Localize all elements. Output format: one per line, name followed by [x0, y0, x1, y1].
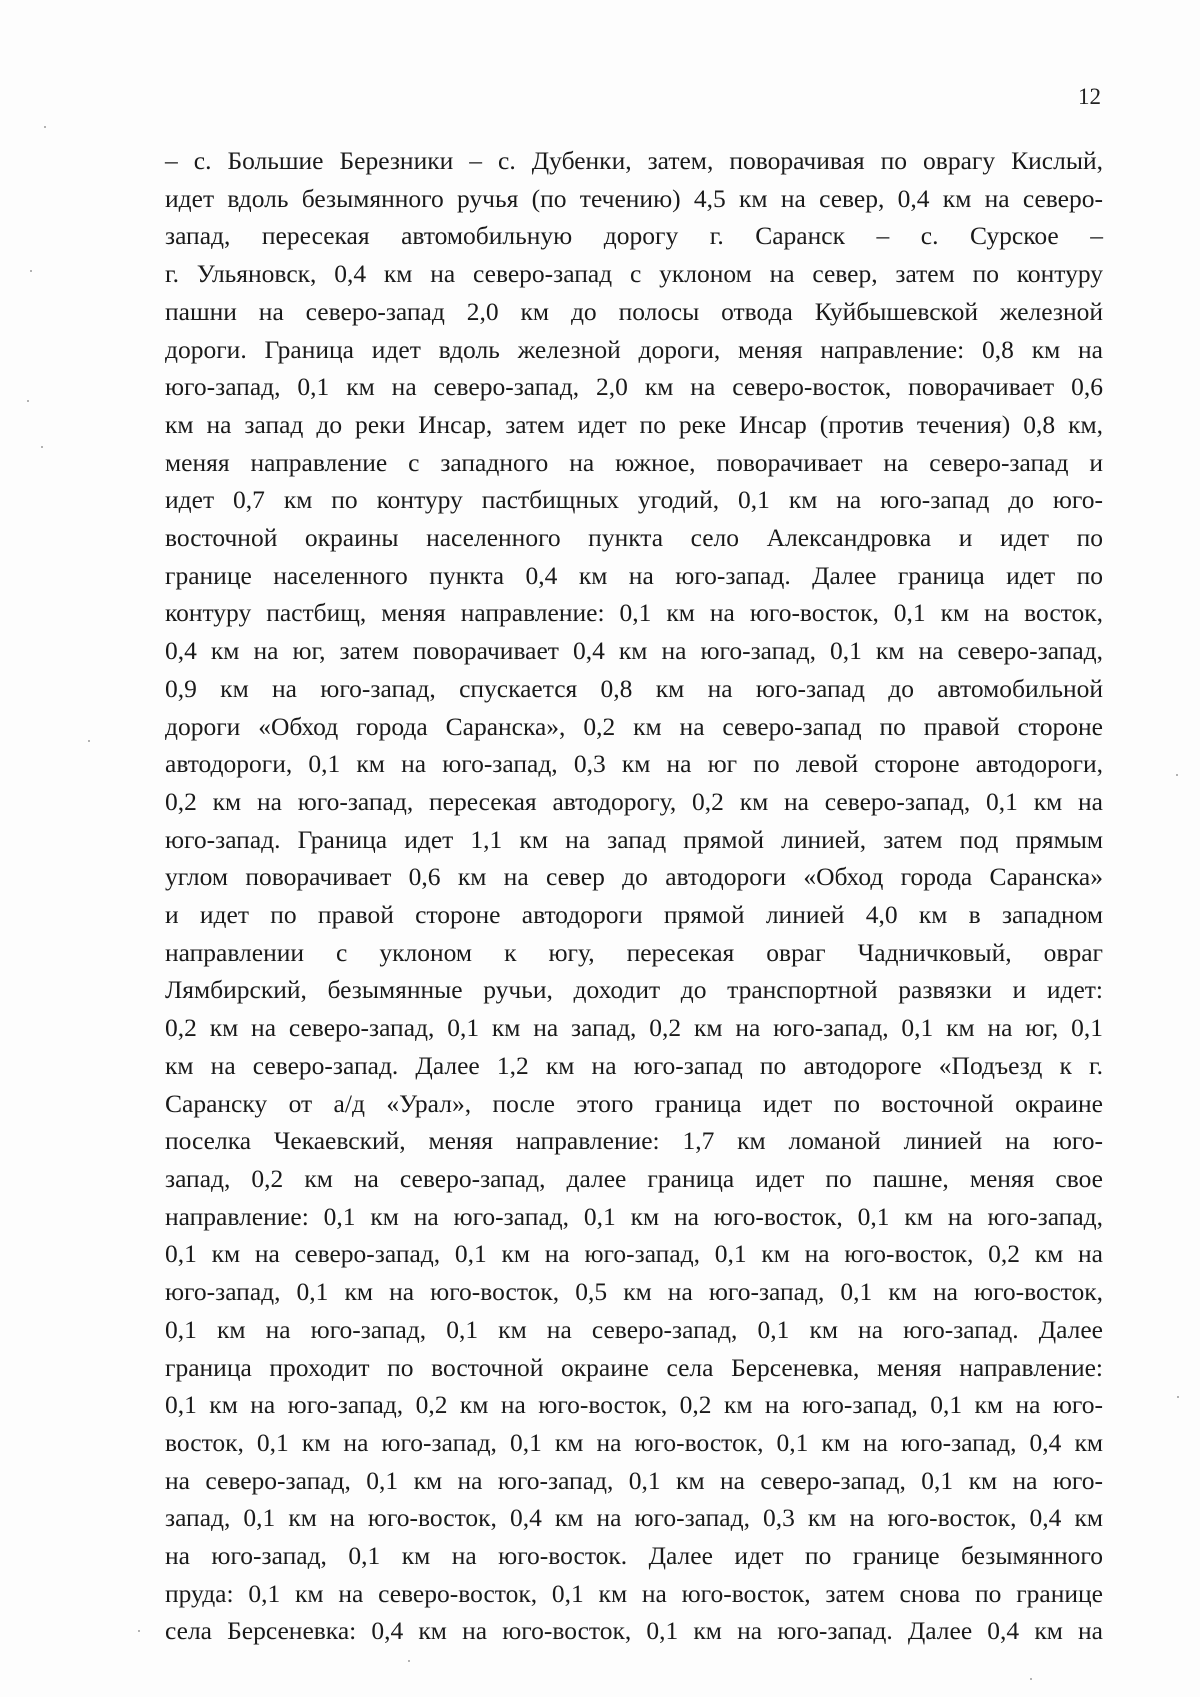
text-line: идет вдоль безымянного ручья (по течению) 4,5 км на север, 0,4 км на северо- — [165, 183, 1103, 213]
text-line: направлении с уклоном к югу, пересекая овраг Чадничковый, овраг — [165, 937, 1103, 967]
text-line: границе населенного пункта 0,4 км на юго-запад. Далее граница идет по — [165, 560, 1103, 590]
text-line: запад, пересекая автомобильную дорогу г. Саранск – с. Сурское – — [165, 221, 1103, 251]
text-line: поселка Чекаевский, меняя направление: 1,7 км ломаной линией на юго- — [165, 1126, 1103, 1156]
scan-speck — [88, 740, 90, 742]
scan-speck — [30, 270, 32, 272]
text-line: на юго-запад, 0,1 км на юго-восток. Далее идет по границе безымянного — [165, 1541, 1103, 1571]
text-line: направление: 0,1 км на юго-запад, 0,1 км на юго-восток, 0,1 км на юго-запад, — [165, 1201, 1103, 1231]
text-line: дороги. Граница идет вдоль железной дороги, меняя направление: 0,8 км на — [165, 334, 1103, 364]
body-paragraph — [165, 142, 1103, 1650]
text-line: км на запад до реки Инсар, затем идет по реке Инсар (против течения) 0,8 км, — [165, 409, 1103, 439]
text-line: идет 0,7 км по контуру пастбищных угодий, 0,1 км на юго-запад до юго- — [165, 485, 1103, 515]
scan-speck — [1176, 774, 1178, 776]
text-line: восточной окраины населенного пункта село Александровка и идет по — [165, 523, 1103, 553]
text-line: 0,9 км на юго-запад, спускается 0,8 км на юго-запад до автомобильной — [165, 673, 1103, 703]
scan-speck — [1177, 1396, 1179, 1398]
text-line: 0,1 км на северо-запад, 0,1 км на юго-запад, 0,1 км на юго-восток, 0,2 км на — [165, 1239, 1103, 1269]
text-line: пруда: 0,1 км на северо-восток, 0,1 км на юго-восток, затем снова по границе — [165, 1578, 1103, 1608]
text-line: запад, 0,2 км на северо-запад, далее граница идет по пашне, меняя свое — [165, 1163, 1103, 1193]
text-line: – с. Большие Березники – с. Дубенки, затем, поворачивая по оврагу Кислый, — [165, 146, 1103, 175]
scan-speck — [41, 446, 43, 448]
text-line: меняя направление с западного на южное, поворачивает на северо-запад и — [165, 447, 1103, 477]
text-line: юго-запад, 0,1 км на юго-восток, 0,5 км на юго-запад, 0,1 км на юго-восток, — [165, 1277, 1103, 1307]
text-line: 0,4 км на юг, затем поворачивает 0,4 км на юго-запад, 0,1 км на северо-запад, — [165, 636, 1103, 666]
scan-speck — [408, 1660, 410, 1662]
text-line: пашни на северо-запад 2,0 км до полосы отвода Куйбышевской железной — [165, 296, 1103, 326]
text-line: 0,2 км на юго-запад, пересекая автодорогу, 0,2 км на северо-запад, 0,1 км на — [165, 786, 1103, 816]
text-line: и идет по правой стороне автодороги прямой линией 4,0 км в западном — [165, 900, 1103, 930]
text-line: села Берсеневка: 0,4 км на юго-восток, 0,1 км на юго-запад. Далее 0,4 км на — [165, 1616, 1103, 1646]
text-line: восток, 0,1 км на юго-запад, 0,1 км на юго-восток, 0,1 км на юго-запад, 0,4 км — [165, 1427, 1103, 1457]
scan-speck — [44, 126, 46, 128]
text-line: запад, 0,1 км на юго-восток, 0,4 км на юго-запад, 0,3 км на юго-восток, 0,4 км — [165, 1503, 1103, 1533]
text-line: км на северо-запад. Далее 1,2 км на юго-запад по автодороге «Подъезд к г. — [165, 1050, 1103, 1080]
text-line: контуру пастбищ, меняя направление: 0,1 км на юго-восток, 0,1 км на восток, — [165, 598, 1103, 628]
page-number: 12 — [1078, 84, 1101, 109]
text-line: 0,2 км на северо-запад, 0,1 км на запад, 0,2 км на юго-запад, 0,1 км на юг, 0,1 — [165, 1013, 1103, 1043]
text-line: дороги «Обход города Саранска», 0,2 км на северо-запад по правой стороне — [165, 711, 1103, 741]
text-line: углом поворачивает 0,6 км на север до автодороги «Обход города Саранска» — [165, 862, 1103, 892]
scan-speck — [1030, 1678, 1032, 1680]
text-line: 0,1 км на юго-запад, 0,2 км на юго-восток, 0,2 км на юго-запад, 0,1 км на юго- — [165, 1390, 1103, 1420]
text-line: автодороги, 0,1 км на юго-запад, 0,3 км на юг по левой стороне автодороги, — [165, 749, 1103, 779]
text-line: г. Ульяновск, 0,4 км на северо-запад с уклоном на север, затем по контуру — [165, 259, 1103, 289]
scan-speck — [138, 1630, 140, 1632]
text-line: юго-запад, 0,1 км на северо-запад, 2,0 км на северо-восток, поворачивает 0,6 — [165, 372, 1103, 402]
text-line: граница проходит по восточной окраине села Берсеневка, меняя направление: — [165, 1352, 1103, 1382]
text-line: Лямбирский, безымянные ручьи, доходит до транспортной развязки и идет: — [165, 975, 1103, 1005]
scan-speck — [27, 400, 29, 402]
text-line: 0,1 км на юго-запад, 0,1 км на северо-запад, 0,1 км на юго-запад. Далее — [165, 1314, 1103, 1344]
text-line: юго-запад. Граница идет 1,1 км на запад прямой линией, затем под прямым — [165, 824, 1103, 854]
text-line: на северо-запад, 0,1 км на юго-запад, 0,1 км на северо-запад, 0,1 км на юго- — [165, 1465, 1103, 1495]
text-line: Саранску от а/д «Урал», после этого граница идет по восточной окраине — [165, 1088, 1103, 1118]
